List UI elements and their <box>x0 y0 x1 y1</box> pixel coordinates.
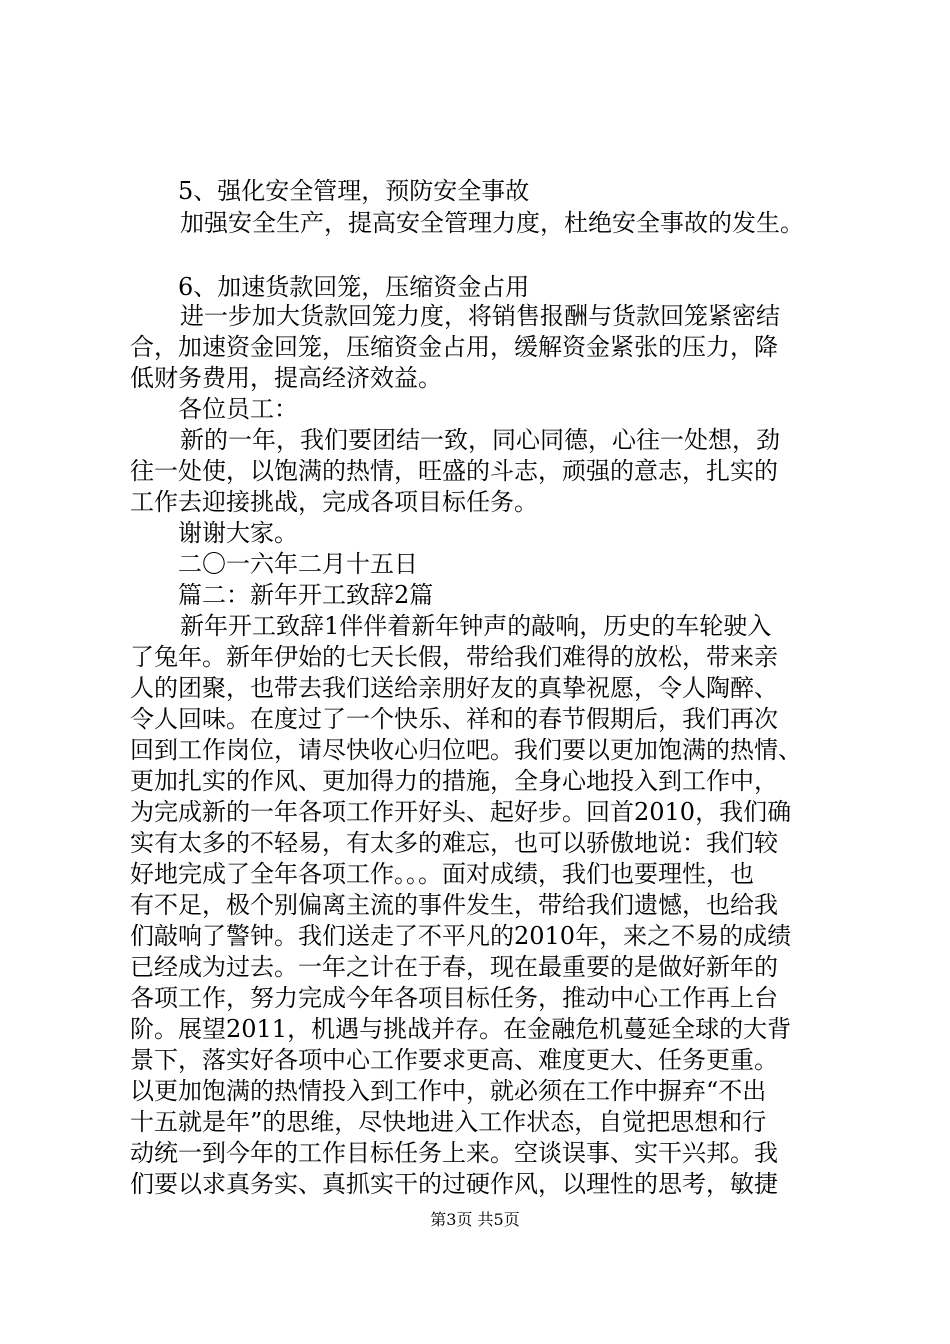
paragraph-line: 新年开工致辞1伴伴着新年钟声的敲响，历史的车轮驶入 <box>180 612 772 640</box>
paragraph-line: 往一处使，以饱满的热情，旺盛的斗志，顽强的意志，扎实的 <box>130 457 778 485</box>
paragraph-line: 各项工作，努力完成今年各项目标任务，推动中心工作再上台 <box>130 984 778 1012</box>
heading-5: 5、强化安全管理，预防安全事故 <box>178 177 530 205</box>
paragraph-line: 回到工作岗位，请尽快收心归位吧。我们要以更加饱满的热情、 <box>130 736 802 764</box>
heading-6: 6、加速货款回笼，压缩资金占用 <box>178 273 530 301</box>
paragraph-line: 动统一到今年的工作目标任务上来。空谈误事、实干兴邦。我 <box>130 1139 778 1167</box>
greeting-line: 各位员工： <box>178 395 298 423</box>
paragraph-line: 加强安全生产，提高安全管理力度，杜绝安全事故的发生。 <box>180 209 804 237</box>
paragraph-line: 合，加速资金回笼，压缩资金占用，缓解资金紧张的压力，降 <box>130 333 778 361</box>
paragraph-line: 阶。展望2011，机遇与挑战并存。在金融危机蔓延全球的大背 <box>130 1015 792 1043</box>
paragraph-line: 以更加饱满的热情投入到工作中，就必须在工作中摒弃“不出 <box>130 1077 767 1105</box>
paragraph-line: 有不足，极个别偏离主流的事件发生，带给我们遗憾，也给我 <box>130 891 778 919</box>
paragraph-line: 更加扎实的作风、更加得力的措施，全身心地投入到工作中， <box>130 767 778 795</box>
paragraph-line: 令人回味。在度过了一个快乐、祥和的春节假期后，我们再次 <box>130 705 778 733</box>
paragraph-line: 们敲响了警钟。我们送走了不平凡的2010年，来之不易的成绩 <box>130 922 792 950</box>
paragraph-line: 们要以求真务实、真抓实干的过硬作风，以理性的思考，敏捷 <box>130 1170 778 1198</box>
paragraph-line: 好地完成了全年各项工作。。。面对成绩，我们也要理性，也 <box>130 860 754 888</box>
paragraph-line: 了兔年。新年伊始的七天长假，带给我们难得的放松，带来亲 <box>130 643 778 671</box>
paragraph-line: 十五就是年”的思维，尽快地进入工作状态，自觉把思想和行 <box>130 1108 767 1136</box>
paragraph-line: 新的一年，我们要团结一致，同心同德，心往一处想，劲 <box>180 426 780 454</box>
paragraph-line: 人的团聚，也带去我们送给亲朋好友的真挚祝愿，令人陶醉、 <box>130 674 778 702</box>
page-number-footer: 第3页 共5页 <box>430 1210 520 1229</box>
paragraph-line: 低财务费用，提高经济效益。 <box>130 364 442 392</box>
closing-line: 谢谢大家。 <box>178 519 298 547</box>
date-line: 二〇一六年二月十五日 <box>178 550 418 578</box>
paragraph-line: 进一步加大货款回笼力度，将销售报酬与货款回笼紧密结 <box>180 302 780 330</box>
paragraph-line: 工作去迎接挑战，完成各项目标任务。 <box>130 488 538 516</box>
paragraph-line: 已经成为过去。一年之计在于春，现在最重要的是做好新年的 <box>130 953 778 981</box>
section-title: 篇二：新年开工致辞2篇 <box>178 581 434 609</box>
paragraph-line: 实有太多的不轻易，有太多的难忘，也可以骄傲地说：我们较 <box>130 829 778 857</box>
paragraph-line: 为完成新的一年各项工作开好头、起好步。回首2010，我们确 <box>130 798 792 826</box>
paragraph-line: 景下，落实好各项中心工作要求更高、难度更大、任务更重。 <box>130 1046 778 1074</box>
